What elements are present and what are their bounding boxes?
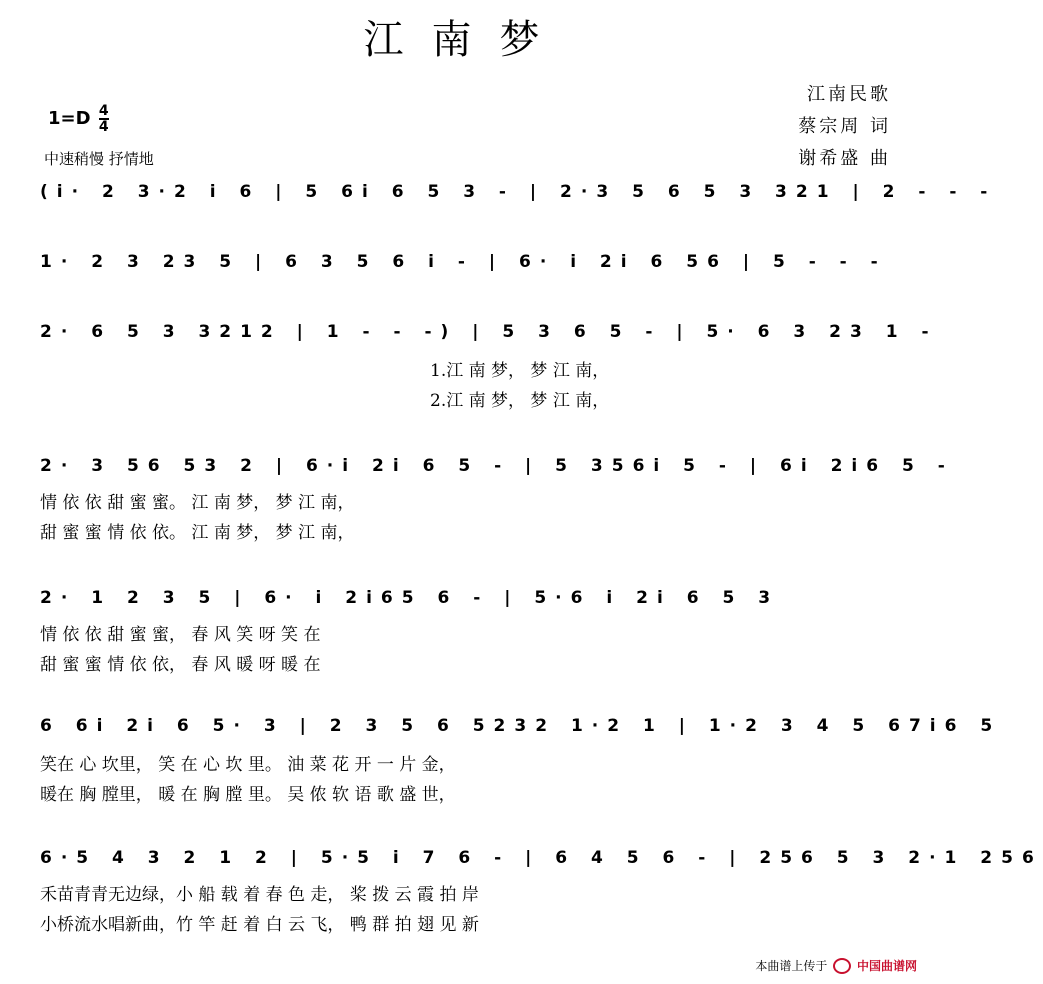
score-row-6: [40, 716, 1002, 746]
site-logo-icon: [833, 958, 851, 974]
lyric-row-4-verse-2: 甜 蜜 蜜 情 依 依。 江 南 梦， 梦 江 南，: [40, 523, 355, 543]
key-signature: [48, 104, 109, 134]
lyric-row-3-verse-2: 2.江 南 梦， 梦 江 南，: [430, 391, 610, 411]
notation-row-7: 6·5 4 3 2 1 2 | 5·5 i 7 6 - | 6 4 5 6 - | 256 5 3 2·1 256: [40, 848, 1043, 868]
notation-row-3: 2· 6 5 3 3212 | 1 - - -) | 5 3 6 5 - | 5· 6 3 23 1 -: [40, 322, 938, 342]
credit-composer: 谢希盛 曲: [798, 148, 891, 169]
lyric-row-3-verse-1: 1.江 南 梦， 梦 江 南，: [430, 361, 610, 381]
lyric-row-6-verse-1: 笑在 心 坎里， 笑 在 心 坎 里。 油 菜 花 开 一 片 金，: [40, 755, 456, 775]
score-row-7: [40, 848, 1043, 878]
time-top: 4: [98, 103, 109, 119]
credit-lyricist: 蔡宗周 词: [798, 116, 891, 137]
lyric-row-7-verse-2: 小桥流水唱新曲，竹 竿 赶 着 白 云 飞， 鸭 群 拍 翅 见 新: [40, 915, 479, 935]
time-bottom: 4: [98, 119, 109, 135]
notation-row-6: 6 6i 2i 6 5· 3 | 2 3 5 6 5232 1·2 1 | 1·2 3 4 5 67i6 5: [40, 716, 1002, 736]
score-row-2: [40, 252, 900, 282]
time-signature: [99, 104, 109, 134]
notation-row-1: (i· 2 3·2 i 6 | 5 6i 6 5 3 - | 2·3 5 6 5 3 321 | 2 - - -: [40, 182, 997, 202]
score-row-1: [40, 182, 997, 212]
footer-label: 本曲谱上传于: [755, 958, 828, 973]
notation-row-4: 2· 3 56 53 2 | 6·i 2i 6 5 - | 5 356i 5 - | 6i 2i6 5 -: [40, 456, 954, 476]
score-row-5: [40, 588, 900, 618]
score-row-3: [40, 322, 938, 352]
lyric-row-6-verse-2: 暖在 胸 膛里， 暖 在 胸 膛 里。 吴 侬 软 语 歌 盛 世，: [40, 785, 456, 805]
source-footer: [755, 957, 917, 975]
tempo-marking: 中速稍慢 抒情地: [44, 150, 154, 168]
credit-origin: 江南民歌: [807, 84, 891, 105]
lyric-row-5-verse-2: 甜 蜜 蜜 情 依 依， 春 风 暖 呀 暖 在: [40, 655, 321, 675]
notation-row-2: 1· 2 3 23 5 | 6 3 5 6 i - | 6· i 2i 6 56 | 5 - - -: [40, 252, 887, 272]
notation-row-5: 2· 1 2 3 5 | 6· i 2i65 6 - | 5·6 i 2i 6 5 3: [40, 588, 780, 608]
song-title: 江南梦: [363, 17, 568, 63]
site-logo-text: 中国曲谱网: [856, 958, 917, 973]
lyric-row-5-verse-1: 情 依 依 甜 蜜 蜜， 春 风 笑 呀 笑 在: [40, 625, 321, 645]
key-label: 1=D: [48, 108, 91, 129]
lyric-row-4-verse-1: 情 依 依 甜 蜜 蜜。 江 南 梦， 梦 江 南，: [40, 493, 355, 513]
lyric-row-7-verse-1: 禾苗青青无边绿，小 船 载 着 春 色 走， 桨 拨 云 霞 拍 岸: [40, 885, 479, 905]
score-row-4: [40, 456, 954, 486]
